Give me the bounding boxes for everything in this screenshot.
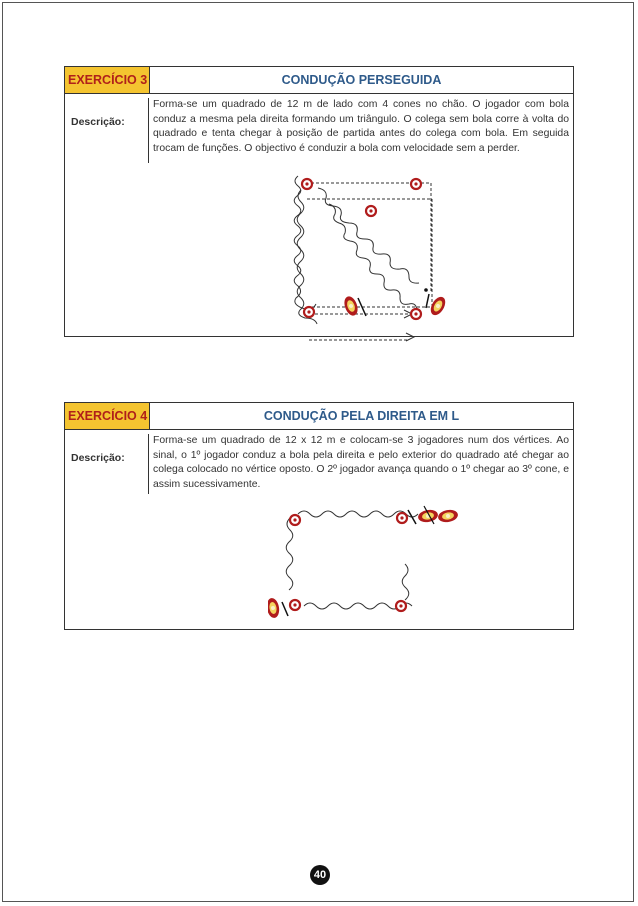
exercise-4-description-label: Descrição: bbox=[71, 452, 125, 464]
cone-icon bbox=[302, 179, 312, 189]
exercise-4-tag: EXERCÍCIO 4 bbox=[65, 403, 150, 429]
page-number: 40 bbox=[310, 865, 330, 885]
exercise-3-description: Forma-se um quadrado de 12 m de lado com 4 cones no chão. O jogador com bola conduz a mesma pela direita formando um triângulo. O colega sem bola corre à volta do quadrado e tenta chegar à posição de partida antes do colega com bola. Em seguida trocam de funções. O objectivo é conduzir a bola com velocidade sem a perder. bbox=[153, 99, 569, 154]
player-icon bbox=[437, 508, 459, 523]
exercise-3-description-label: Descrição: bbox=[71, 116, 125, 128]
exercise-3-title: CONDUÇÃO PERSEGUIDA bbox=[281, 73, 442, 87]
exercise-4-description: Forma-se um quadrado de 12 x 12 m e colocam-se 3 jogadores num dos vértices. Ao sinal, o 1º jogador conduz a bola pela direita e pelo exterior do quadrado até chegar ao colega colocado no vértice oposto. O 2º jogador avança quando o 1º chegar ao 3º cone, e assim sucessivamente. bbox=[153, 435, 569, 490]
player-arm-line bbox=[358, 298, 366, 316]
exercise-3-tag: EXERCÍCIO 3 bbox=[65, 67, 150, 93]
cone-icon bbox=[290, 515, 300, 525]
ball-icon bbox=[424, 288, 428, 292]
cone-icon bbox=[411, 179, 421, 189]
cone-icon bbox=[304, 307, 314, 317]
exercise-4-column-divider bbox=[148, 434, 149, 494]
cone-icon bbox=[397, 513, 407, 523]
exercise-3-field-diagram bbox=[278, 174, 478, 324]
cone-icon bbox=[396, 601, 406, 611]
exercise-3-column-divider bbox=[148, 98, 149, 163]
exercise-3-header bbox=[65, 67, 573, 94]
square-outline-dashed bbox=[306, 183, 431, 292]
cone-icon bbox=[290, 600, 300, 610]
player-icon bbox=[417, 508, 439, 523]
cone-icon bbox=[411, 309, 421, 319]
player-icon bbox=[428, 294, 448, 317]
player-arm-line bbox=[282, 602, 288, 616]
player-arm-line bbox=[408, 510, 416, 524]
exercise-4-field-diagram bbox=[268, 502, 468, 622]
wavy-right-edge bbox=[402, 564, 409, 600]
exercise-4-header bbox=[65, 403, 573, 430]
wavy-diagonal bbox=[318, 188, 419, 283]
player-icon bbox=[268, 597, 281, 619]
wavy-left-edge bbox=[286, 518, 293, 590]
wavy-left-edge bbox=[294, 176, 316, 309]
exercise-4-title: CONDUÇÃO PELA DIREITA EM L bbox=[263, 409, 460, 423]
player-arm-line bbox=[426, 294, 429, 308]
